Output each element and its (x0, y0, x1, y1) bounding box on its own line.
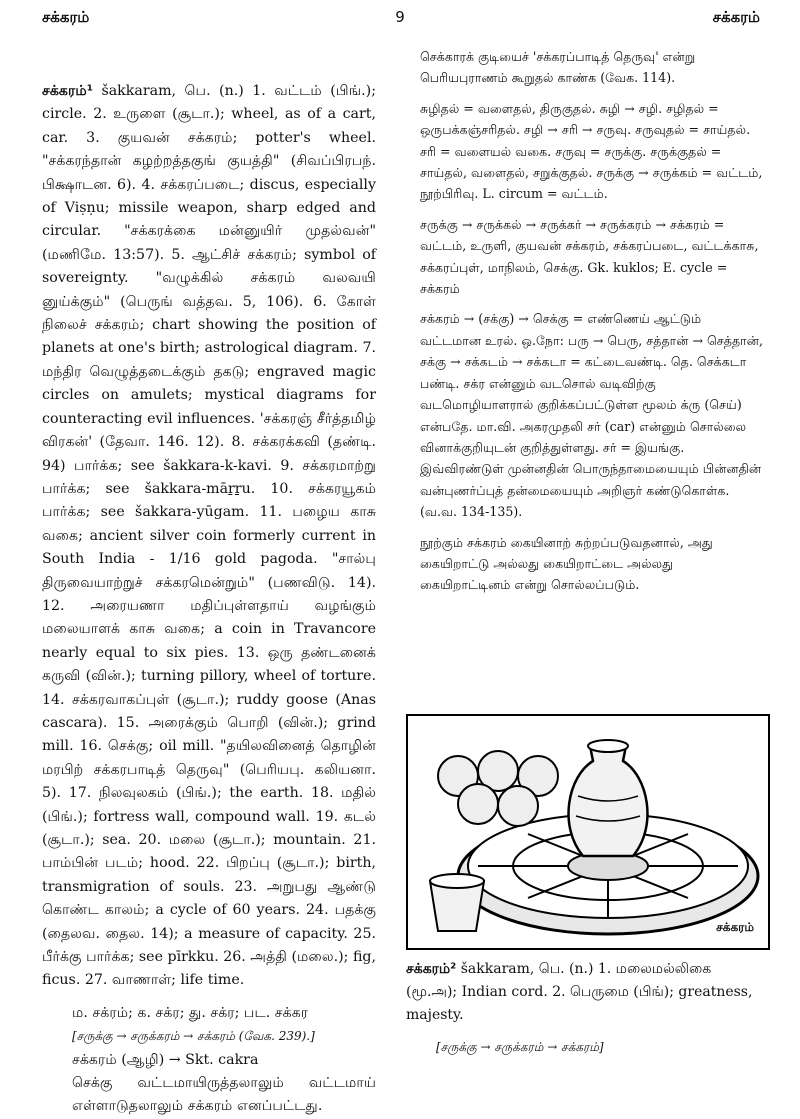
closing-note: செக்கு வட்டமாயிருத்தலாலும் வட்டமாய் எள்ளாடுதலாலும் சக்கரம் எனப்பட்டது. (72, 1075, 376, 1115)
page-number: 9 (395, 8, 405, 26)
derivation-line: [சருக்கு → சருக்கரம் → சக்கரம் (வேக. 239).] (72, 1029, 315, 1044)
illustration-caption: சக்கரம் (716, 920, 754, 934)
right-paragraph-5: நூற்கும் சக்கரம் கையினாற் சுற்றப்படுவதனால், அது கையிறாட்டு அல்லது கையிறாட்டை அல்லது கையிறாட்டினம் என்று சொல்லப்படும். (420, 534, 713, 593)
running-header-right: சக்கரம் (712, 8, 760, 26)
right-paragraph-2: சுழிதல் = வளைதல், திருகுதல். சுழி → சழி. சழிதல் = ஒருபக்கஞ்சரிதல். சழி → சரி → சருவு. சருவுதல் = சாய்தல். சரி = வளையல் வகை. சருவு = சருக்கு. சருக்குதல் = சாய்தல், வளைதல், சறுக்குதல். சருக்கு → சருக்கம் = வட்டம், நூற்பிரிவு. L. circum = வட்டம். (420, 100, 763, 202)
entry-2-headword: சக்கரம்² (406, 961, 457, 977)
right-paragraph-4: சக்கரம் → (சக்கு) → செக்கு = எண்ணெய் ஆட்டும் வட்டமான உரல். ஒ.நோ: பரு → பெரு, சத்தான் → செத்தான், சக்கு → சக்கடம் → சக்கடா = கட்டைவண்டி. தெ. செக்கடா பண்டி. சக்ர என்னும் வடசொல் வடிவிற்கு வடமொழியாளரால் குறிக்கப்பட்டுள்ள மூலம் க்ரு (செய்) என்பதே. மா.வி. அகரமுதலி சர் (car) என்னும் சொல்லை வினாக்குறியுடன் குறித்துள்ளது. சர் = இயங்கு. இவ்விரண்டுள் முன்னதின் பொருந்தாமையையும் பின்னதின் வன்புணர்ப்புத் தன்மையையும் அறிஞர் கண்டுகொள்க. (வ.வ. 134-135). (420, 311, 763, 520)
right-paragraph-3: சருக்கு → சருக்கல் → சருக்கர் → சருக்கரம் → சக்கரம் = வட்டம், உருளி, குயவன் சக்கரம், சக்கரப்படை, வட்டக்காசு, சக்கரப்புள், மாநிலம், செக்கு. Gk. kuklos; E. cycle = சக்கரம் (420, 216, 759, 297)
entry-2 (406, 958, 766, 1059)
entry-1-headword: சக்கரம்¹ (42, 83, 93, 99)
entry-2-derivation: [சருக்கு → சருக்கரம் → சக்கரம்] (436, 1040, 604, 1054)
entry-1-body: šakkaram, பெ. (n.) 1. வட்டம் (பிங்.); circle. 2. உருளை (சூடா.); wheel, as of a cart, car. 3. குயவன் சக்கரம்; potter's wheel. "சக்கரந்தான் கழற்றத்தகுங் குயத்தி" (சிவப்பிரபந். பிக்ஷாடன. 6). 4. சக்கரப்படை; discus, especially of Viṣṇu; missile weapon, sharp edged and circular. "சக்கரக்கை மன்னுயிர் முதல்வன்" (மணிமே. 13:57). 5. ஆட்சிச் சக்கரம்; symbol of sovereignty. "வழுக்கில் சக்கரம் வலவயி னுய்க்கும்" (பெருங் வத்தவ. 5, 106). 6. கோள் நிலைச் சக்கரம்; chart showing the position of planets at one's birth; astrological diagram. 7. மந்திர வெழுத்தடைக்கும் தகடு; engraved magic circles on amulets; mystical diagrams for counteracting evil influences. 'சக்கரஞ் சீர்த்தமிழ் விரகன்' (தேவா. 146. 12). 8. சக்கரக்கவி (தண்டி. 94) பார்க்க; see šakkara-k-kavi. 9. சக்கரமாற்று பார்க்க; see šakkara-māṟṟu. 10. சக்கரயூகம் பார்க்க; see šakkara-yūgam. 11. பழைய காசு வகை; ancient silver coin formerly current in South India - 1/16 gold pagoda. "சால்பு திருவையாற்றுச் சக்கரமென்றும்" (பணவிடு. 14). 12. அரையணா மதிப்புள்ளதாய் வழங்கும் மலையாளக் காசு வகை; a coin in Travancore nearly equal to six pies. 13. ஒரு தண்டனைக் கருவி (வின்.); turning pillory, wheel of torture. 14. சக்கரவாகப்புள் (சூடா.); ruddy goose (Anas cascara). 15. அரைக்கும் பொறி (வின்.); grind mill. 16. செக்கு; oil mill. "தயிலவினைத் தொழின் மரபிற் சக்கரபாடித் தெருவு" (பெரியபு. கலியனா. 5). 17. நிலவுலகம் (பிங்.); the earth. 18. மதில் (பிங்.); fortress wall, compound wall. 19. கடல் (சூடா.); sea. 20. மலை (சூடா.); mountain. 21. பாம்பின் படம்; hood. 22. பிறப்பு (சூடா.); birth, transmigration of souls. 23. அறுபது ஆண்டு கொண்ட காலம்; a cycle of 60 years. 24. பதக்கு (தைலவ. தைல. 14); a measure of capacity. 25. பீர்க்கு பார்க்க; see pīrkku. 26. அத்தி (மலை.); fig, ficus. 27. வாணாள்; life time. (42, 83, 376, 989)
sanskrit-line: சக்கரம் (ஆழி) → Skt. cakra (72, 1051, 259, 1068)
entry-2-body: šakkaram, பெ. (n.) 1. மலைமல்லிகை (மூ.அ); Indian cord. 2. பெருமை (பிங்); greatness, majesty. (406, 961, 753, 1023)
potter-wheel-with-pots-icon (408, 716, 768, 948)
right-paragraph-1: செக்காரக் குடியைச் 'சக்கரப்பாடித் தெருவு' என்று பெரியபுராணம் கூறுதல் காண்க (வேக. 114). (420, 49, 696, 86)
left-column (42, 80, 376, 1119)
right-column (420, 46, 766, 605)
running-header-left: சக்கரம் (42, 8, 90, 26)
potter-wheel-illustration (406, 714, 770, 950)
cognates-line: ம. சக்ரம்; க. சக்ர; து. சக்ர; பட. சக்கர (72, 1004, 309, 1021)
entry-1 (42, 80, 376, 993)
